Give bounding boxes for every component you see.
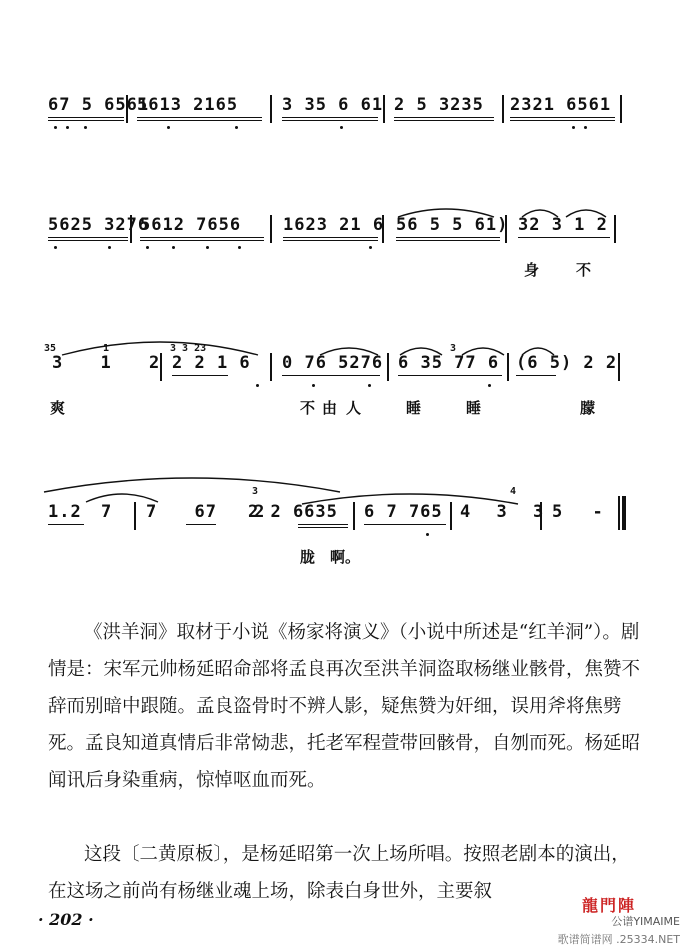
measure: 0 76 5276	[282, 353, 380, 373]
barline	[614, 215, 616, 243]
barline	[270, 215, 272, 243]
lyric: 不	[576, 261, 592, 279]
barline	[353, 502, 355, 530]
grace-note: 3	[450, 343, 457, 354]
barline	[618, 496, 620, 530]
page-number: · 202 ·	[38, 910, 94, 929]
lyric: 睡	[466, 399, 482, 417]
measure: 3 1 2	[52, 353, 161, 373]
lyric: 身	[524, 261, 540, 279]
measure: 56 5 5 61)	[396, 215, 500, 235]
watermark-brand: 龍門陣	[581, 896, 636, 915]
measure: 5625 3276	[48, 215, 128, 235]
measure: 1623 21 6	[283, 215, 378, 235]
lyric: 胧	[300, 548, 316, 566]
score-row-3	[0, 343, 690, 417]
grace-note: 3 3 23	[170, 343, 207, 354]
measure: 6 7 765	[364, 502, 446, 522]
barline	[618, 353, 620, 381]
measure: 67 5 6561	[48, 95, 124, 115]
barline	[502, 95, 504, 123]
grace-note: 1	[103, 343, 110, 354]
measure: 2321 6561	[510, 95, 615, 115]
barline	[387, 353, 389, 381]
grace-note: 35	[44, 343, 57, 354]
measure: 4 3 3	[460, 502, 545, 522]
barline	[383, 95, 385, 123]
measure: 3 35 6 61	[282, 95, 378, 115]
barline	[507, 353, 509, 381]
measure: 32 3 1 2	[518, 215, 610, 235]
barline	[270, 353, 272, 381]
lyric: 人	[346, 399, 362, 417]
watermark-url: 歌谱简谱网 .25334.NET	[557, 933, 680, 946]
barline	[270, 95, 272, 123]
grace-note: 4	[510, 486, 517, 497]
measure: (6 5) 2 2	[516, 353, 614, 373]
measure: 7 67 2	[146, 502, 246, 522]
lyric: 爽	[50, 399, 66, 417]
lyric: 睡	[406, 399, 422, 417]
barline	[450, 502, 452, 530]
lyric: 由	[322, 399, 338, 417]
score-row-1	[0, 95, 690, 135]
score-row-4	[0, 486, 690, 566]
paragraph: 《洪羊洞》取材于小说《杨家将演义》（小说中所述是“红羊洞”）。剧情是：宋军元帅杨延昭命部将孟良再次至洪羊洞盗取杨继业骸骨，焦赞不辞而别暗中跟随。孟良盗骨时不辨人影，疑焦赞为奸细，误用斧将焦劈死。孟良知道真情后非常恸悲，托老军程萱带回骸骨，自刎而死。杨延昭闻讯后身染重病，惊悼呕血而死。	[48, 622, 641, 791]
grace-note: 3	[252, 486, 259, 497]
score-row-2	[0, 215, 690, 279]
measure: 5613 2165	[137, 95, 262, 115]
measure: 2 5 3235	[394, 95, 494, 115]
barline	[620, 95, 622, 123]
measure: 5 -	[552, 502, 604, 522]
final-barline	[622, 496, 626, 530]
measure: 6 35 77 6	[398, 353, 502, 373]
measure: 2 2 6635	[248, 502, 348, 522]
watermark	[524, 893, 684, 951]
watermark-site: 公谱YIMAIME	[611, 915, 680, 928]
measure: 2 2 1 6	[172, 353, 264, 373]
barline	[160, 353, 162, 381]
measure: 1.2 7	[48, 502, 130, 522]
lyric: 啊。	[330, 548, 361, 566]
paragraph: 这段〔二黄原板〕，是杨延昭第一次上场所唱。按照老剧本的演出，在这场之前尚有杨继业魂上场，除表白身世外，主要叙	[48, 844, 630, 902]
lyric: 朦	[580, 399, 596, 417]
lyric: 不	[300, 399, 316, 417]
barline	[134, 502, 136, 530]
measure: 5612 7656	[140, 215, 264, 235]
